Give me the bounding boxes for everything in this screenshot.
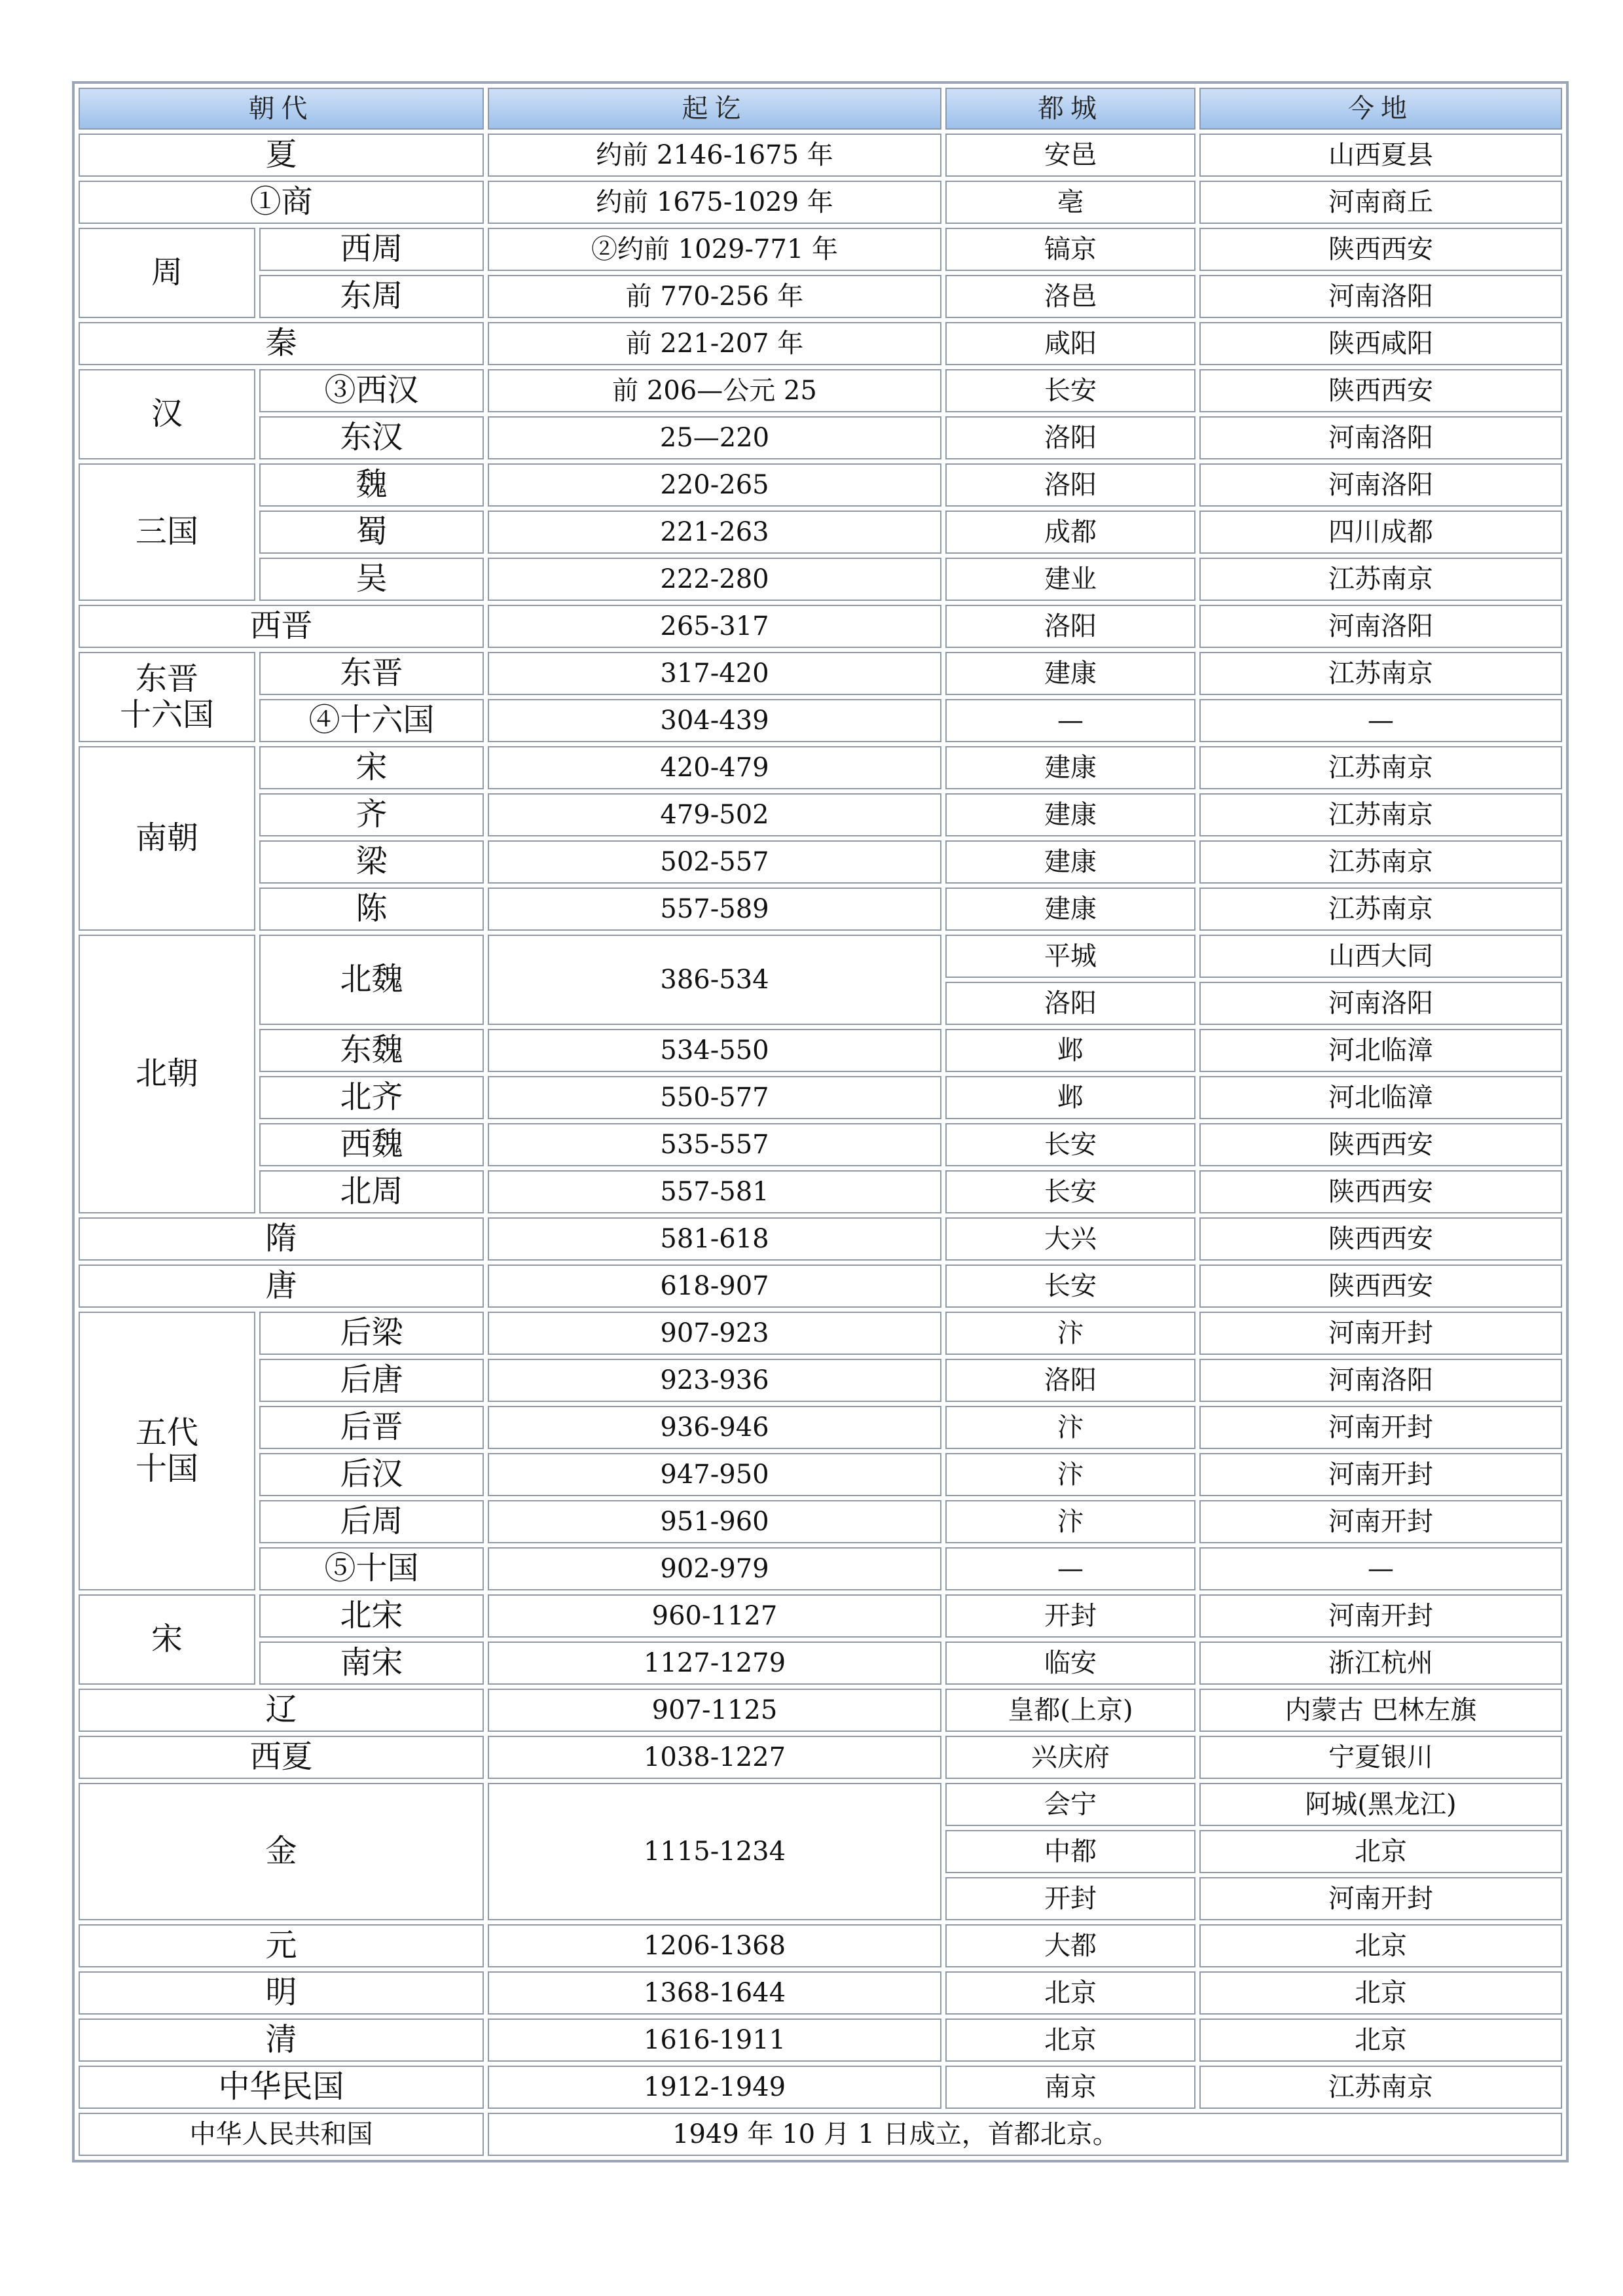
table-row <box>79 840 1562 884</box>
table-row <box>79 1641 1562 1685</box>
table-row <box>79 275 1562 318</box>
dynasty-group-cell: 汉 <box>79 369 255 459</box>
capital-cell: 汴 <box>945 1453 1195 1496</box>
dynasty-cell: 蜀 <box>259 511 484 554</box>
dynasty-cell: 东周 <box>259 275 484 318</box>
location-cell: 河南开封 <box>1199 1453 1562 1496</box>
location-cell: 河南开封 <box>1199 1877 1562 1920</box>
dynasty-cell: 夏 <box>79 134 484 177</box>
location-cell: 江苏南京 <box>1199 888 1562 931</box>
dynasty-cell: ⑤十国 <box>259 1547 484 1590</box>
dynasty-cell: ④十六国 <box>259 699 484 742</box>
period-cell: 前 206—公元 25 <box>488 369 941 412</box>
footer-prc-name: 中华人民共和国 <box>79 2113 484 2156</box>
period-cell: ②约前 1029-771 年 <box>488 228 941 271</box>
table-row <box>79 2066 1562 2109</box>
capital-cell: 汴 <box>945 1406 1195 1449</box>
location-cell: 江苏南京 <box>1199 2066 1562 2109</box>
period-cell: 317-420 <box>488 652 941 695</box>
period-cell: 581-618 <box>488 1217 941 1261</box>
capital-cell: 汴 <box>945 1500 1195 1543</box>
period-cell: 约前 1675-1029 年 <box>488 181 941 224</box>
location-cell: 山西大同 <box>1199 935 1562 978</box>
location-cell: — <box>1199 699 1562 742</box>
period-cell: 951-960 <box>488 1500 941 1543</box>
table-row <box>79 134 1562 177</box>
location-cell: 四川成都 <box>1199 511 1562 554</box>
dynasty-cell: 后汉 <box>259 1453 484 1496</box>
location-cell: 河北临漳 <box>1199 1076 1562 1119</box>
capital-cell: 兴庆府 <box>945 1736 1195 1779</box>
table-row <box>79 888 1562 931</box>
location-cell: 河南开封 <box>1199 1500 1562 1543</box>
dynasty-cell: 宋 <box>259 746 484 789</box>
location-cell: 陕西西安 <box>1199 1217 1562 1261</box>
table-row <box>79 228 1562 271</box>
dynasty-cell: 秦 <box>79 322 484 365</box>
header-period: 起讫 <box>488 88 941 130</box>
period-cell: 535-557 <box>488 1123 941 1166</box>
footer-row <box>79 2113 1562 2156</box>
capital-cell: — <box>945 1547 1195 1590</box>
capital-cell: — <box>945 699 1195 742</box>
dynasty-cell: 唐 <box>79 1265 484 1308</box>
capital-cell: 汴 <box>945 1312 1195 1355</box>
capital-cell: 平城 <box>945 935 1195 978</box>
dynasty-cell: 北宋 <box>259 1594 484 1638</box>
dynasty-cell: 南宋 <box>259 1641 484 1685</box>
dynasty-cell: 北周 <box>259 1170 484 1213</box>
dynasty-group-cell: 宋 <box>79 1594 255 1685</box>
location-cell: 阿城(黑龙江) <box>1199 1783 1562 1826</box>
table-row <box>79 1076 1562 1119</box>
period-cell: 前 770-256 年 <box>488 275 941 318</box>
period-cell: 1206-1368 <box>488 1924 941 1967</box>
location-cell: 河南开封 <box>1199 1312 1562 1355</box>
period-cell: 479-502 <box>488 793 941 836</box>
table-header <box>79 88 1562 130</box>
dynasty-cell: 后唐 <box>259 1359 484 1402</box>
dynasty-cell: 后周 <box>259 1500 484 1543</box>
dynasty-cell: 吴 <box>259 558 484 601</box>
capital-cell: 洛阳 <box>945 605 1195 648</box>
location-cell: 北京 <box>1199 1830 1562 1873</box>
period-cell: 907-923 <box>488 1312 941 1355</box>
period-cell: 1115-1234 <box>488 1783 941 1920</box>
table-row <box>79 416 1562 459</box>
capital-cell: 洛阳 <box>945 416 1195 459</box>
table-row <box>79 605 1562 648</box>
table-row <box>79 558 1562 601</box>
location-cell: 山西夏县 <box>1199 134 1562 177</box>
table-row <box>79 1736 1562 1779</box>
period-cell: 前 221-207 年 <box>488 322 941 365</box>
dynasty-group-cell: 东晋 十六国 <box>79 652 255 742</box>
table-row <box>79 181 1562 224</box>
dynasty-group-cell: 三国 <box>79 463 255 601</box>
period-cell: 约前 2146-1675 年 <box>488 134 941 177</box>
location-cell: 浙江杭州 <box>1199 1641 1562 1685</box>
table-row <box>79 1924 1562 1967</box>
dynasty-cell: 隋 <box>79 1217 484 1261</box>
dynasty-cell: 东魏 <box>259 1029 484 1072</box>
table-row <box>79 699 1562 742</box>
location-cell: 河南开封 <box>1199 1594 1562 1638</box>
table-row <box>79 746 1562 789</box>
table-row <box>79 1029 1562 1072</box>
location-cell: 河北临漳 <box>1199 1029 1562 1072</box>
location-cell: 河南洛阳 <box>1199 275 1562 318</box>
location-cell: 北京 <box>1199 1924 1562 1967</box>
capital-cell: 建康 <box>945 652 1195 695</box>
table-row <box>79 793 1562 836</box>
table-row <box>79 1217 1562 1261</box>
location-cell: 陕西西安 <box>1199 1265 1562 1308</box>
period-cell: 1912-1949 <box>488 2066 941 2109</box>
location-cell: 河南洛阳 <box>1199 1359 1562 1402</box>
period-cell: 960-1127 <box>488 1594 941 1638</box>
location-cell: 宁夏银川 <box>1199 1736 1562 1779</box>
period-cell: 222-280 <box>488 558 941 601</box>
dynasty-cell: 齐 <box>259 793 484 836</box>
period-cell: 265-317 <box>488 605 941 648</box>
table-row <box>79 1971 1562 2015</box>
dynasty-cell: 清 <box>79 2018 484 2062</box>
period-cell: 557-581 <box>488 1170 941 1213</box>
capital-cell: 咸阳 <box>945 322 1195 365</box>
table-row <box>79 1453 1562 1496</box>
period-cell: 386-534 <box>488 935 941 1025</box>
dynasty-cell: 东汉 <box>259 416 484 459</box>
period-cell: 902-979 <box>488 1547 941 1590</box>
dynasty-cell: 梁 <box>259 840 484 884</box>
capital-cell: 建康 <box>945 840 1195 884</box>
dynasty-cell: 辽 <box>79 1689 484 1732</box>
location-cell: 江苏南京 <box>1199 652 1562 695</box>
table-row <box>79 369 1562 412</box>
capital-cell: 洛邑 <box>945 275 1195 318</box>
table-row <box>79 2018 1562 2062</box>
dynasty-group-cell: 南朝 <box>79 746 255 931</box>
capital-cell: 亳 <box>945 181 1195 224</box>
location-cell: 北京 <box>1199 2018 1562 2062</box>
capital-cell: 成都 <box>945 511 1195 554</box>
dynasty-cell: 金 <box>79 1783 484 1920</box>
period-cell: 420-479 <box>488 746 941 789</box>
period-cell: 220-265 <box>488 463 941 507</box>
capital-cell: 中都 <box>945 1830 1195 1873</box>
location-cell: 江苏南京 <box>1199 558 1562 601</box>
table-row <box>79 1265 1562 1308</box>
capital-cell: 安邑 <box>945 134 1195 177</box>
period-cell: 550-577 <box>488 1076 941 1119</box>
capital-cell: 长安 <box>945 1123 1195 1166</box>
dynasty-cell: 后梁 <box>259 1312 484 1355</box>
capital-cell: 邺 <box>945 1029 1195 1072</box>
table-row <box>79 1547 1562 1590</box>
dynasty-cell: 西魏 <box>259 1123 484 1166</box>
period-cell: 534-550 <box>488 1029 941 1072</box>
table-row <box>79 1783 1562 1826</box>
dynasty-cell: 魏 <box>259 463 484 507</box>
capital-cell: 洛阳 <box>945 463 1195 507</box>
dynasty-cell: 元 <box>79 1924 484 1967</box>
location-cell: 河南洛阳 <box>1199 605 1562 648</box>
table-body <box>79 134 1562 2156</box>
capital-cell: 建康 <box>945 746 1195 789</box>
table-row <box>79 1594 1562 1638</box>
table-row <box>79 1359 1562 1402</box>
period-cell: 947-950 <box>488 1453 941 1496</box>
header-capital: 都城 <box>945 88 1195 130</box>
location-cell: 陕西咸阳 <box>1199 322 1562 365</box>
capital-cell: 开封 <box>945 1877 1195 1920</box>
location-cell: 北京 <box>1199 1971 1562 2015</box>
capital-cell: 北京 <box>945 1971 1195 2015</box>
table-row <box>79 1689 1562 1732</box>
dynasty-table <box>72 81 1569 2162</box>
period-cell: 304-439 <box>488 699 941 742</box>
location-cell: 河南商丘 <box>1199 181 1562 224</box>
location-cell: 江苏南京 <box>1199 793 1562 836</box>
table-row <box>79 1123 1562 1166</box>
capital-cell: 建康 <box>945 888 1195 931</box>
location-cell: — <box>1199 1547 1562 1590</box>
dynasty-cell: 明 <box>79 1971 484 2015</box>
location-cell: 河南开封 <box>1199 1406 1562 1449</box>
capital-cell: 大兴 <box>945 1217 1195 1261</box>
period-cell: 221-263 <box>488 511 941 554</box>
location-cell: 江苏南京 <box>1199 840 1562 884</box>
capital-cell: 长安 <box>945 369 1195 412</box>
capital-cell: 长安 <box>945 1265 1195 1308</box>
table-row <box>79 322 1562 365</box>
capital-cell: 镐京 <box>945 228 1195 271</box>
dynasty-cell: 西晋 <box>79 605 484 648</box>
period-cell: 25—220 <box>488 416 941 459</box>
period-cell: 1368-1644 <box>488 1971 941 2015</box>
period-cell: 923-936 <box>488 1359 941 1402</box>
period-cell: 1038-1227 <box>488 1736 941 1779</box>
capital-cell: 会宁 <box>945 1783 1195 1826</box>
location-cell: 河南洛阳 <box>1199 982 1562 1025</box>
capital-cell: 南京 <box>945 2066 1195 2109</box>
table-row <box>79 463 1562 507</box>
table-row <box>79 1406 1562 1449</box>
table-row <box>79 1170 1562 1213</box>
location-cell: 内蒙古 巴林左旗 <box>1199 1689 1562 1732</box>
capital-cell: 邺 <box>945 1076 1195 1119</box>
dynasty-group-cell: 五代 十国 <box>79 1312 255 1590</box>
dynasty-cell: ③西汉 <box>259 369 484 412</box>
dynasty-cell: 北魏 <box>259 935 484 1025</box>
dynasty-cell: 中华民国 <box>79 2066 484 2109</box>
location-cell: 河南洛阳 <box>1199 463 1562 507</box>
location-cell: 陕西西安 <box>1199 369 1562 412</box>
dynasty-cell: 东晋 <box>259 652 484 695</box>
period-cell: 1616-1911 <box>488 2018 941 2062</box>
dynasty-cell: 北齐 <box>259 1076 484 1119</box>
capital-cell: 建康 <box>945 793 1195 836</box>
capital-cell: 大都 <box>945 1924 1195 1967</box>
capital-cell: 皇都(上京) <box>945 1689 1195 1732</box>
dynasty-cell: ①商 <box>79 181 484 224</box>
table-row <box>79 935 1562 978</box>
capital-cell: 北京 <box>945 2018 1195 2062</box>
capital-cell: 临安 <box>945 1641 1195 1685</box>
period-cell: 936-946 <box>488 1406 941 1449</box>
capital-cell: 长安 <box>945 1170 1195 1213</box>
period-cell: 557-589 <box>488 888 941 931</box>
location-cell: 陕西西安 <box>1199 1170 1562 1213</box>
dynasty-cell: 陈 <box>259 888 484 931</box>
capital-cell: 开封 <box>945 1594 1195 1638</box>
location-cell: 陕西西安 <box>1199 228 1562 271</box>
dynasty-cell: 西夏 <box>79 1736 484 1779</box>
header-location: 今地 <box>1199 88 1562 130</box>
table-row <box>79 1500 1562 1543</box>
dynasty-cell: 后晋 <box>259 1406 484 1449</box>
location-cell: 陕西西安 <box>1199 1123 1562 1166</box>
period-cell: 1127-1279 <box>488 1641 941 1685</box>
capital-cell: 建业 <box>945 558 1195 601</box>
table-row <box>79 511 1562 554</box>
location-cell: 河南洛阳 <box>1199 416 1562 459</box>
table-row <box>79 1312 1562 1355</box>
capital-cell: 洛阳 <box>945 1359 1195 1402</box>
capital-cell: 洛阳 <box>945 982 1195 1025</box>
dynasty-group-cell: 北朝 <box>79 935 255 1213</box>
period-cell: 502-557 <box>488 840 941 884</box>
footer-prc-note: 1949 年 10 月 1 日成立，首都北京。 <box>488 2113 1562 2156</box>
period-cell: 618-907 <box>488 1265 941 1308</box>
dynasty-group-cell: 周 <box>79 228 255 318</box>
dynasty-cell: 西周 <box>259 228 484 271</box>
table-row <box>79 652 1562 695</box>
header-dynasty: 朝代 <box>79 88 484 130</box>
period-cell: 907-1125 <box>488 1689 941 1732</box>
location-cell: 江苏南京 <box>1199 746 1562 789</box>
header-row <box>79 88 1562 130</box>
